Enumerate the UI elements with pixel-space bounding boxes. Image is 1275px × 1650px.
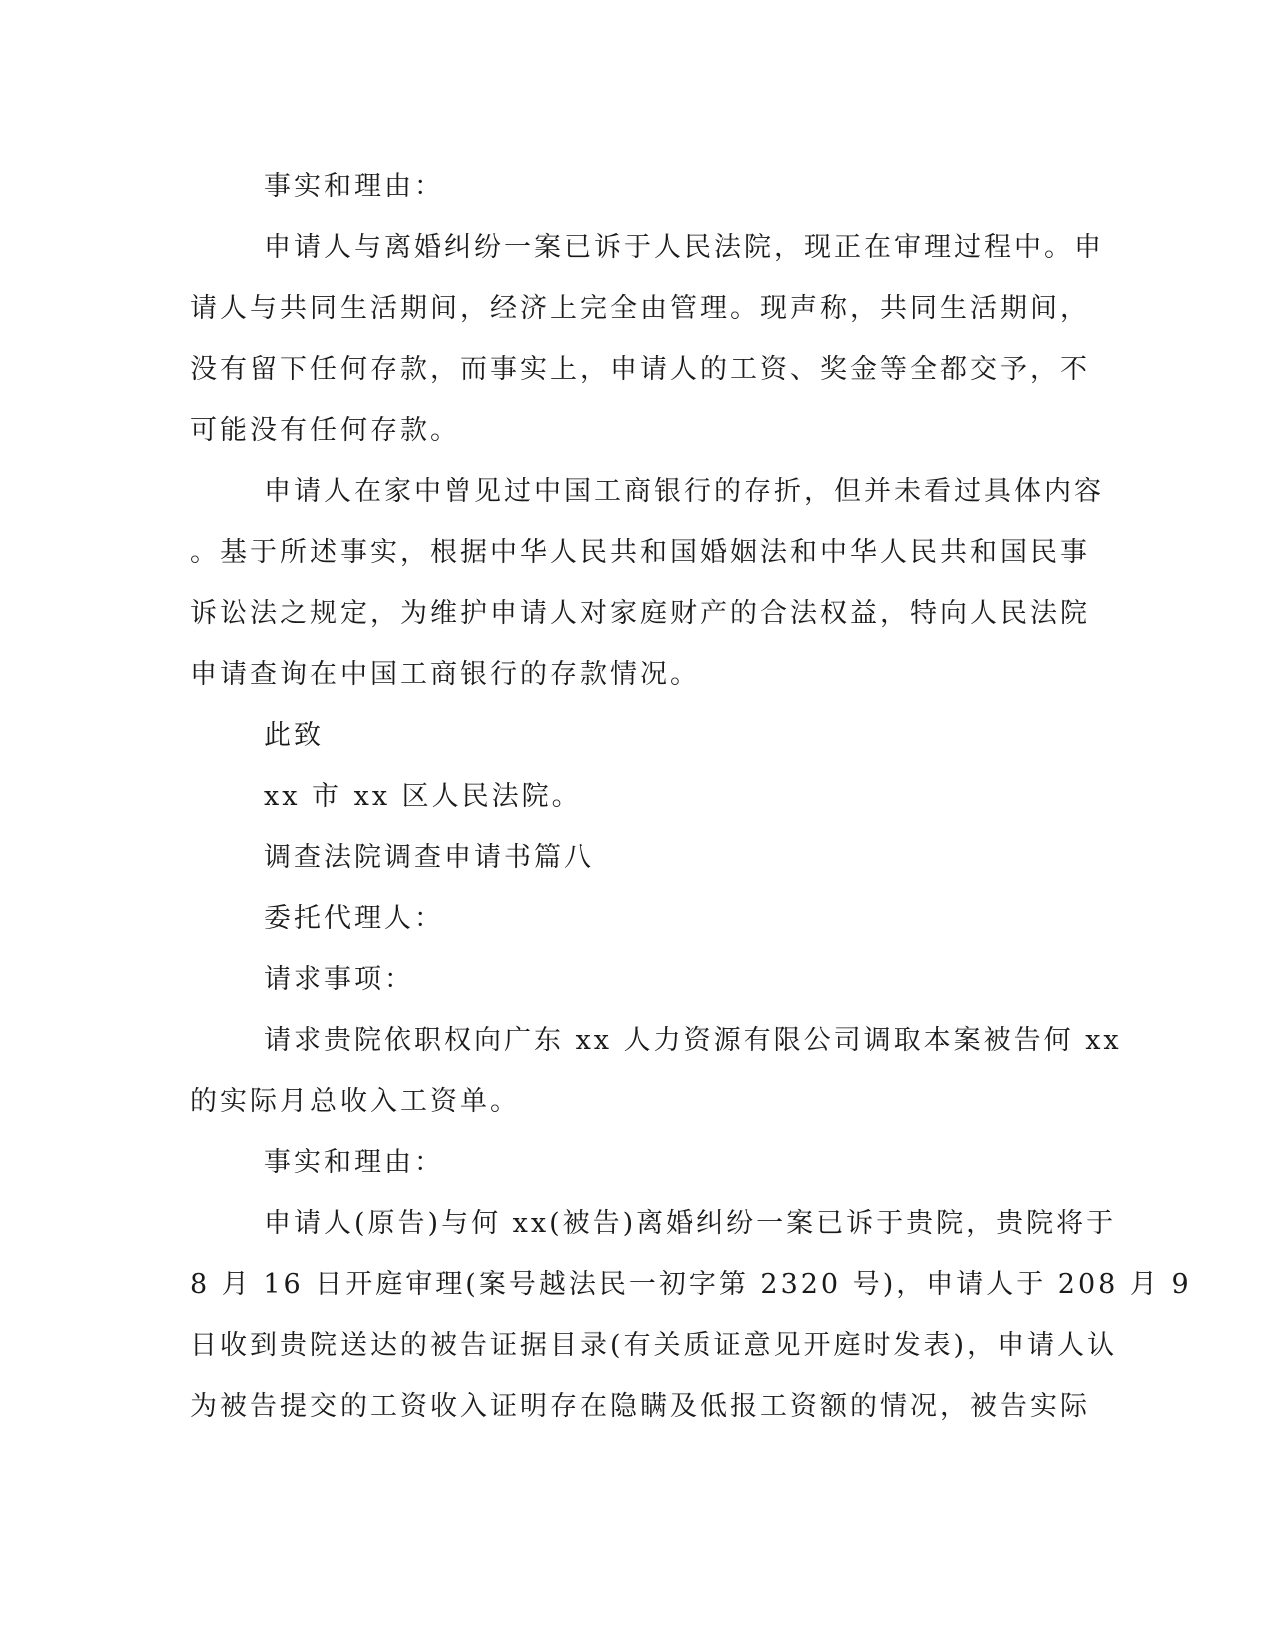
paragraph-line: 为被告提交的工资收入证明存在隐瞒及低报工资额的情况，被告实际 [190,1391,1090,1422]
paragraph-line: 申请查询在中国工商银行的存款情况。 [190,659,700,690]
paragraph-line: 的实际月总收入工资单。 [190,1086,520,1117]
court-name: xx 市 xx 区人民法院。 [264,781,582,812]
paragraph-line: 请求贵院依职权向广东 xx 人力资源有限公司调取本案被告何 xx [264,1025,1122,1056]
paragraph-line: 可能没有任何存款。 [190,415,460,446]
paragraph-line: 申请人与离婚纠纷一案已诉于人民法院，现正在审理过程中。申 [264,232,1104,263]
paragraph-line: 申请人在家中曾见过中国工商银行的存折，但并未看过具体内容 [264,476,1104,507]
request-items-label: 请求事项： [264,964,414,995]
section-title: 调查法院调查申请书篇八 [264,842,594,873]
paragraph-line: 。基于所述事实，根据中华人民共和国婚姻法和中华人民共和国民事 [190,537,1090,568]
document-body [190,156,1192,1437]
paragraph-heading-facts: 事实和理由： [264,1147,444,1178]
paragraph-line: 日收到贵院送达的被告证据目录(有关质证意见开庭时发表)，申请人认 [190,1330,1118,1361]
paragraph-line: 诉讼法之规定，为维护申请人对家庭财产的合法权益，特向人民法院 [190,598,1090,629]
agent-label: 委托代理人： [264,903,444,934]
paragraph-line: 请人与共同生活期间，经济上完全由管理。现声称，共同生活期间， [190,293,1090,324]
salutation: 此致 [264,720,324,751]
paragraph-heading-facts: 事实和理由： [264,171,444,202]
paragraph-line: 8 月 16 日开庭审理(案号越法民一初字第 2320 号)，申请人于 208 月 9 [190,1269,1192,1300]
paragraph-line: 没有留下任何存款，而事实上，申请人的工资、奖金等全都交予，不 [190,354,1090,385]
paragraph-line: 申请人(原告)与何 xx(被告)离婚纠纷一案已诉于贵院，贵院将于 [264,1208,1117,1239]
